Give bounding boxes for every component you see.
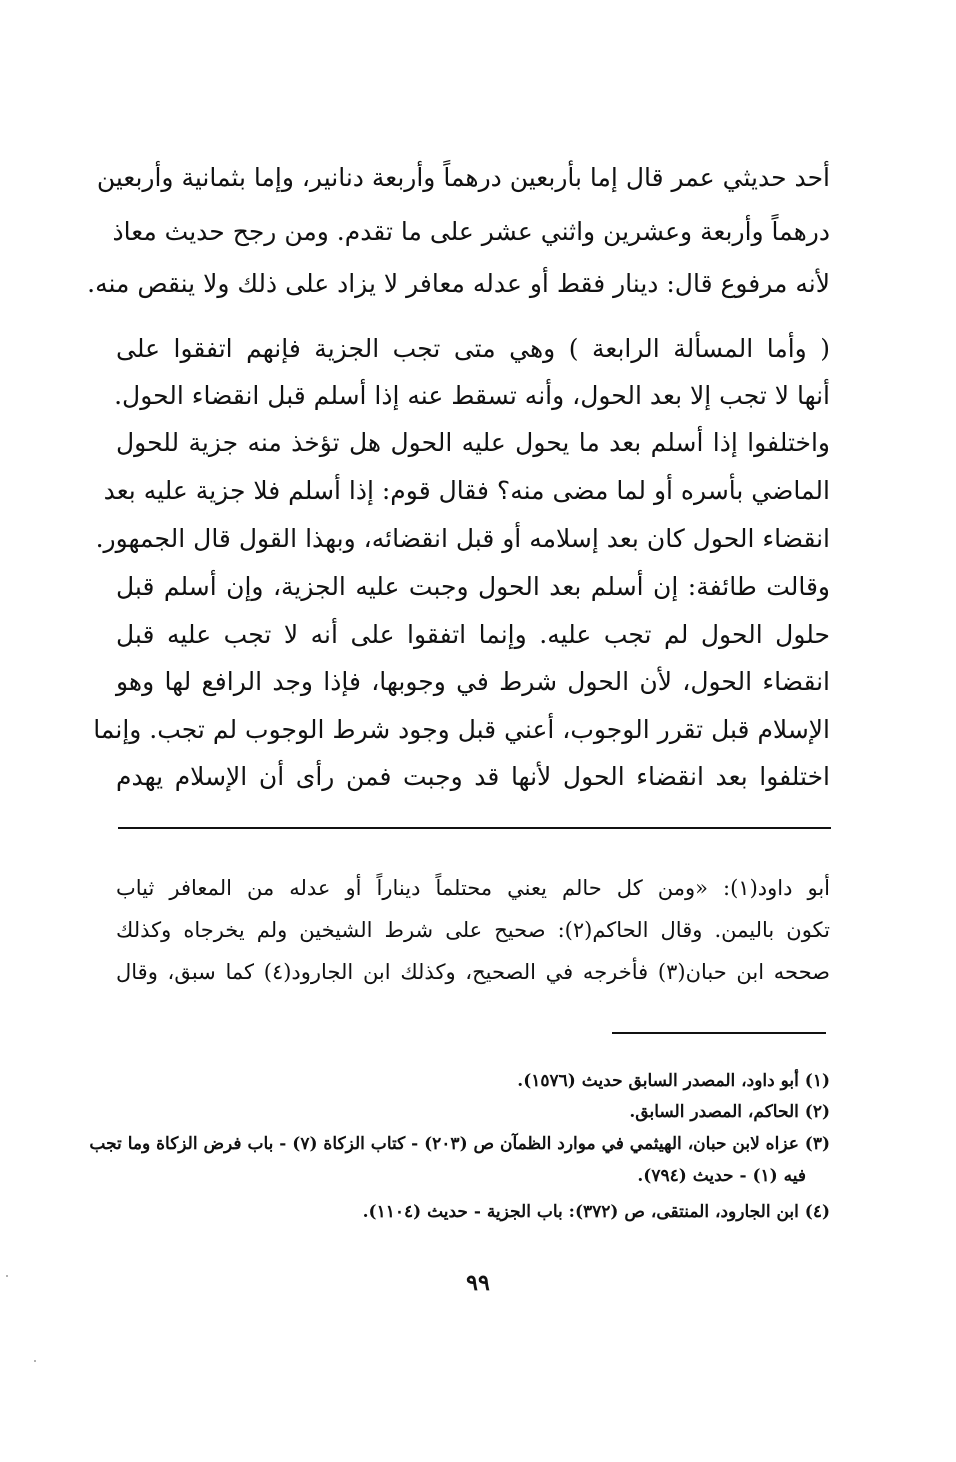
note-item: (٣) عزاه لابن حبان، الهيثمي في موارد الظمآن ص (٢٠٣) - كتاب الزكاة (٧) - باب فرض الزكاة وما تجب [89, 1134, 830, 1154]
note-item-continuation: فيه (١) - حديث (٧٩٤). [637, 1166, 806, 1186]
main-text-line: انقضاء الحول كان بعد إسلامه أو قبل انقضائه، وبهذا القول قال الجمهور. [95, 524, 830, 553]
note-item: (٤) ابن الجارود، المنتقى، ص (٣٧٢): باب الجزية - حديث (١١٠٤). [362, 1202, 830, 1222]
notes-separator-rule [612, 1032, 826, 1034]
main-text-line: الإسلام قبل تقرر الوجوب، أعني قبل وجود شرط الوجوب لم تجب. وإنما [93, 715, 830, 744]
main-text-line: لأنه مرفوع قال: دينار فقط أو عدله معافر لا يزاد على ذلك ولا ينقص منه. [87, 269, 830, 298]
footnote-separator-rule [118, 827, 831, 829]
page-number: ٩٩ [466, 1270, 490, 1296]
main-text-line: واختلفوا إذا أسلم بعد ما يحول عليه الحول هل تؤخذ منه جزية للحول [116, 428, 830, 457]
main-text-line: درهماً وأربعة وعشرين واثني عشر على ما تقدم. ومن رجح حديث معاذ [112, 217, 830, 246]
main-text-line: وقالت طائفة: إن أسلم بعد الحول وجبت عليه الجزية، وإن أسلم قبل [116, 572, 830, 601]
note-item: (٢) الحاكم، المصدر السابق. [629, 1102, 830, 1122]
main-text-line: أحد حديثي عمر قال إما بأربعين درهماً وأربعة دنانير، وإما بثمانية وأربعين [96, 163, 830, 192]
section-heading-line: ( وأما المسألة الرابعة ) وهي متى تجب الجزية فإنهم اتفقوا على [116, 334, 830, 363]
main-text-line: أنها لا تجب إلا بعد الحول، وأنه تسقط عنه إذا أسلم قبل انقضاء الحول. [114, 381, 830, 410]
main-text-line: اختلفوا بعد انقضاء الحول لأنها قد وجبت فمن رأى أن الإسلام يهدم [116, 762, 830, 791]
main-text-line: حلول الحول لم تجب عليه. وإنما اتفقوا على أنه لا تجب عليه قبل [116, 620, 830, 649]
scan-speck [6, 1275, 8, 1277]
scan-speck [34, 1360, 36, 1362]
footnote-text-line: تكون باليمن. وقال الحاكم(٢): صحيح على شرط الشيخين ولم يخرجاه وكذلك [116, 918, 830, 942]
main-text-line: الماضي بأسره أو لما مضى منه؟ فقال قوم: إذا أسلم فلا جزية عليه بعد [103, 476, 830, 505]
main-text-line: انقضاء الحول، لأن الحول شرط في وجوبها، فإذا وجد الرافع لها وهو [116, 667, 830, 696]
note-item: (١) أبو داود، المصدر السابق حديث (١٥٧٦). [517, 1071, 830, 1091]
footnote-text-line: أبو داود(١): «ومن كل حالم يعني محتلماً ديناراً أو عدله من المعافر ثياب [116, 876, 831, 900]
footnote-text-line: صححه ابن حبان(٣) فأخرجه في الصحيح، وكذلك ابن الجارود(٤) كما سبق، وقال [116, 960, 830, 984]
